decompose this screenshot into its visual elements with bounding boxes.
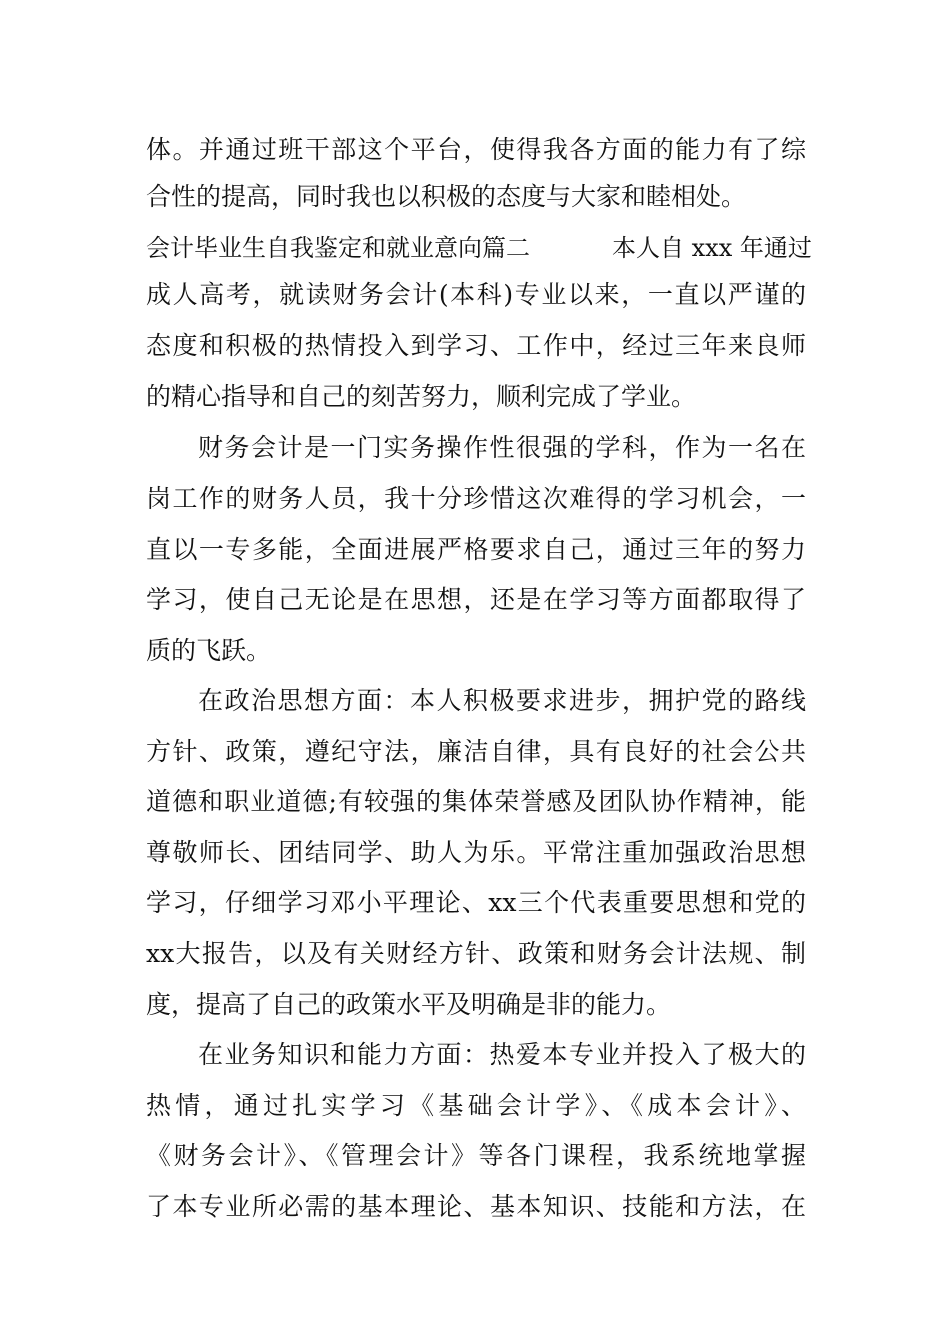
text-line: 态度和积极的热情投入到学习、工作中，经过三年来良师 [146, 331, 806, 360]
text-line: 《财务会计》、《管理会计》等各门课程，我系统地掌握 [146, 1141, 806, 1170]
text-line: 学习，仔细学习邓小平理论、xx三个代表重要思想和党的 [146, 888, 806, 917]
text-line: 直以一专多能，全面进展严格要求自己，通过三年的努力 [146, 535, 806, 564]
text-line: 合性的提高，同时我也以积极的态度与大家和睦相处。 [146, 182, 747, 211]
section-title: 会计毕业生自我鉴定和就业意向篇二 [146, 234, 530, 262]
text-line: 尊敬师长、团结同学、助人为乐。平常注重加强政治思想 [146, 838, 806, 867]
text-line: 学习，使自己无论是在思想，还是在学习等方面都取得了 [146, 585, 806, 614]
text-line: xx大报告，以及有关财经方针、政策和财务会计法规、制 [146, 939, 806, 968]
text-line: 质的飞跃。 [146, 636, 272, 665]
text-line: 热情，通过扎实学习《基础会计学》、《成本会计》、 [146, 1091, 806, 1120]
text-line: 方针、政策，遵纪守法，廉洁自律，具有良好的社会公共 [146, 737, 806, 766]
text-line: 在政治思想方面：本人积极要求进步，拥护党的路线 [198, 686, 806, 715]
text-line: 度，提高了自己的政策水平及明确是非的能力。 [146, 990, 672, 1019]
text-line: 岗工作的财务人员，我十分珍惜这次难得的学习机会，一 [146, 484, 806, 513]
text-line: 在业务知识和能力方面：热爱本专业并投入了极大的 [198, 1040, 806, 1069]
section-heading-line [146, 230, 812, 266]
paragraph-start: 本人自 xxx 年通过 [612, 234, 812, 262]
text-line: 道德和职业道德;有较强的集体荣誉感及团队协作精神，能 [146, 787, 806, 816]
text-line: 成人高考，就读财务会计(本科)专业以来，一直以严谨的 [146, 280, 806, 309]
text-line: 的精心指导和自己的刻苦努力，顺利完成了学业。 [146, 382, 697, 411]
text-line: 财务会计是一门实务操作性很强的学科，作为一名在 [198, 433, 806, 462]
text-line: 体。并通过班干部这个平台，使得我各方面的能力有了综 [146, 135, 806, 164]
text-line: 了本专业所必需的基本理论、基本知识、技能和方法，在 [146, 1192, 806, 1221]
